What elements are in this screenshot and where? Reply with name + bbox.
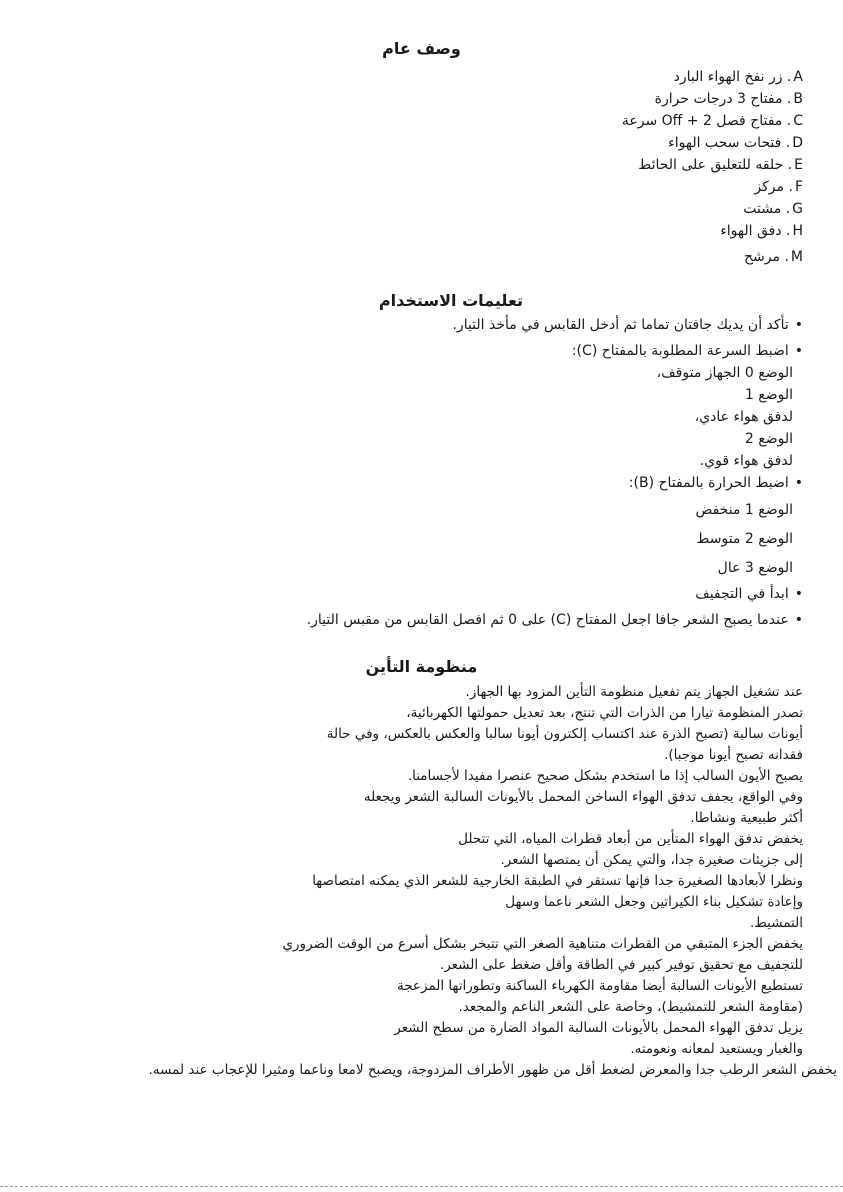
instruction-text: ابدأ في التجفيف bbox=[695, 586, 789, 602]
speed-setting: لدفق هواء قوي. bbox=[699, 453, 793, 469]
instruction-bullet-2 bbox=[40, 340, 803, 362]
paragraph-line: تستطيع الأيونات السالبة أيضا مقاومة الكهرباء الساكنة وتطوراتها المزعجة bbox=[396, 978, 803, 994]
instruction-text: تأكد أن يديك جافتان تماما ثم أدخل القابس في مأخذ التيار. bbox=[452, 317, 789, 333]
bullet-mark: • bbox=[794, 612, 803, 628]
paragraph-line: إلى جزيئات صغيرة جدا، والتي يمكن أن يمتصها الشعر. bbox=[500, 852, 803, 868]
bullet-mark: • bbox=[794, 475, 803, 491]
part-item-d: D. فتحات سحب الهواء bbox=[40, 132, 803, 154]
paragraph-line: والغبار ويستعيد لمعانه ونعومته. bbox=[630, 1041, 803, 1057]
heat-settings-list bbox=[40, 496, 803, 583]
paragraph-line: وفي الواقع، يجفف تدفق الهواء الساخن المحمل بالأيونات السالبة الشعر ويجعله bbox=[363, 789, 803, 805]
paragraph-line: يخفض الجزء المتبقي من القطرات متناهية الصغر التي تتبخر بشكل أسرع من الوقت الضروري bbox=[282, 936, 803, 952]
part-text: مرشح bbox=[744, 249, 780, 265]
part-item-m: M. مرشح bbox=[40, 246, 803, 268]
part-item-c: C. مفتاح فصل Off + 2 سرعة bbox=[40, 110, 803, 132]
parts-list bbox=[40, 66, 803, 268]
speed-setting: الوضع 2 bbox=[744, 431, 793, 447]
page-bottom-rule bbox=[0, 1186, 843, 1187]
paragraph-line: فقدانه تصبح أيونا موجبا). bbox=[664, 747, 803, 763]
part-letter: G bbox=[792, 201, 803, 217]
part-text: مفتاح فصل Off + 2 سرعة bbox=[621, 113, 783, 129]
heat-setting: الوضع 2 متوسط bbox=[696, 531, 793, 547]
instruction-bullet-3 bbox=[40, 472, 803, 494]
paragraph-line: (مقاومة الشعر للتمشيط)، وخاصة على الشعر الناعم والمجعد. bbox=[458, 999, 803, 1015]
paragraph-line: أكثر طبيعية ونشاطا. bbox=[690, 810, 803, 826]
part-letter: M bbox=[790, 249, 803, 265]
ionization-body bbox=[40, 682, 837, 1081]
speed-setting: لدفق هواء عادي، bbox=[694, 409, 793, 425]
part-item-g: G. مشتت bbox=[40, 198, 803, 220]
part-text: مشتت bbox=[743, 201, 782, 217]
instruction-text: عندما يصبح الشعر جافا اجعل المفتاح (C) على 0 ثم افصل القابس من مقبس التيار. bbox=[306, 612, 789, 628]
paragraph-line: يزيل تدفق الهواء المحمل بالأيونات السالبة المواد الضارة من سطح الشعر bbox=[394, 1020, 803, 1036]
part-text: فتحات سحب الهواء bbox=[668, 135, 782, 151]
paragraph-line: عند تشغيل الجهاز يتم تفعيل منظومة التأين المزود بها الجهاز. bbox=[465, 684, 803, 700]
paragraph-line: أيونات سالبة (تصبح الذرة عند اكتساب إلكترون أيونا سالبا والعكس بالعكس، وفي حالة bbox=[326, 726, 803, 742]
paragraph-line: تصدر المنظومة تيارا من الذرات التي تنتج، بعد تعديل حمولتها الكهربائية، bbox=[406, 705, 803, 721]
part-letter: C bbox=[793, 113, 803, 129]
instructions-title: تعليمات الاستخدام bbox=[378, 291, 523, 310]
ionization-title: منظومة التأين bbox=[365, 657, 478, 676]
ionization-section bbox=[40, 656, 803, 684]
paragraph-line: يخفض تدفق الهواء المتأين من أبعاد قطرات المياه، التي تتحلل bbox=[458, 831, 803, 847]
paragraph-line: يصبح الأيون السالب إذا ما استخدم بشكل صحيح عنصرا مفيدا لأجسامنا. bbox=[407, 768, 803, 784]
instruction-text: اضبط السرعة المطلوبة بالمفتاح (C): bbox=[571, 343, 789, 359]
general-description-title: وصف عام bbox=[382, 39, 461, 58]
part-item-b: B. مفتاح 3 درجات حرارة bbox=[40, 88, 803, 110]
paragraph-line: ونظرا لأبعادها الصغيرة جدا فإنها تستقر في الطبقة الخارجية للشعر الذي يمكنه امتصاصها bbox=[312, 873, 803, 889]
part-item-e: E. حلقه للتعليق على الحائط bbox=[40, 154, 803, 176]
instruction-bullet-5 bbox=[40, 609, 803, 631]
instruction-bullet-1 bbox=[40, 314, 803, 336]
speed-setting: الوضع 1 bbox=[744, 387, 793, 403]
part-item-f: F. مركز bbox=[40, 176, 803, 198]
part-item-h: H. دفق الهواء bbox=[40, 220, 803, 242]
general-description-section bbox=[40, 38, 803, 268]
speed-settings-list bbox=[40, 362, 803, 472]
paragraph-line: التمشيط. bbox=[750, 915, 803, 931]
heat-setting: الوضع 3 عال bbox=[717, 560, 793, 576]
part-letter: F bbox=[794, 179, 803, 195]
paragraph-line: للتجفيف مع تحقيق توفير كبير في الطاقة وأقل ضغط على الشعر. bbox=[439, 957, 803, 973]
instruction-text: اضبط الحرارة بالمفتاح (B): bbox=[628, 475, 789, 491]
part-text: حلقه للتعليق على الحائط bbox=[638, 157, 784, 173]
part-letter: A bbox=[793, 69, 803, 85]
bullet-mark: • bbox=[794, 586, 803, 602]
instruction-bullet-4 bbox=[40, 583, 803, 605]
part-text: مركز bbox=[754, 179, 785, 195]
part-letter: D bbox=[792, 135, 803, 151]
part-text: زر نفخ الهواء البارد bbox=[673, 69, 783, 85]
heat-setting: الوضع 1 منخفض bbox=[695, 502, 793, 518]
paragraph-line: وإعادة تشكيل بناء الكيراتين وجعل الشعر ناعما وسهل bbox=[505, 894, 803, 910]
part-text: دفق الهواء bbox=[720, 223, 782, 239]
bullet-mark: • bbox=[794, 343, 803, 359]
bullet-mark: • bbox=[794, 317, 803, 333]
part-letter: E bbox=[794, 157, 803, 173]
part-text: مفتاح 3 درجات حرارة bbox=[654, 91, 783, 107]
instructions-body bbox=[40, 314, 803, 631]
paragraph-line: يخفض الشعر الرطب جدا والمعرض لضغط أقل من ظهور الأطراف المزدوجة، ويصبح لامعا وناعما ومثيرا للإعجاب عند لمسه. bbox=[148, 1062, 837, 1078]
part-item-a: A. زر نفخ الهواء البارد bbox=[40, 66, 803, 88]
part-letter: H bbox=[792, 223, 803, 239]
part-letter: B bbox=[793, 91, 803, 107]
speed-setting: الوضع 0 الجهاز متوقف، bbox=[656, 365, 793, 381]
